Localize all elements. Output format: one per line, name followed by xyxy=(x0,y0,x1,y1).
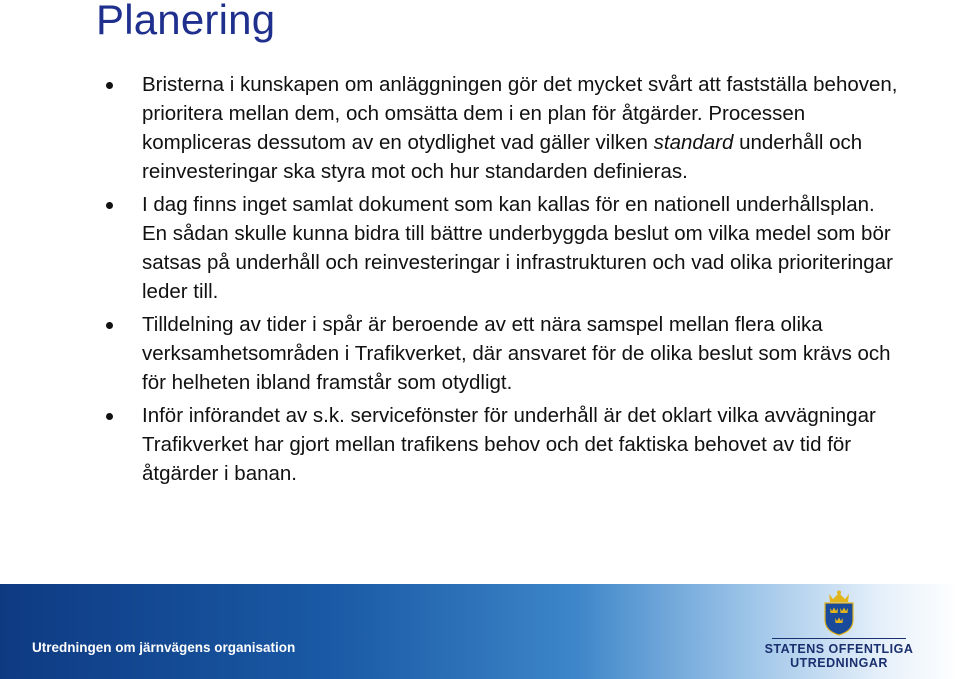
bullet-icon xyxy=(106,82,113,89)
bullet-text: Bristerna i kunskapen om anläggningen gör det mycket svårt att fastställa behoven, prioritera mellan dem, och omsätta dem i en plan för åtgärder. Processen kompliceras dessutom av en otydlighet vad gäller vilken standard underhåll och reinvesteringar ska styra mot och hur standarden definieras. xyxy=(142,73,898,183)
bullet-text: Tilldelning av tider i spår är beroende av ett nära samspel mellan flera olika verksamhetsområden i Trafikverket, där ansvaret för de olika beslut som krävs och för helheten ibland framstår som otydligt. xyxy=(142,313,891,394)
logo-text-line2: UTREDNINGAR xyxy=(790,656,888,670)
bullet-list xyxy=(0,70,959,492)
emphasized-word: standard xyxy=(653,131,734,154)
logo-text-line1: STATENS OFFENTLIGA xyxy=(764,642,914,656)
bullet-item xyxy=(0,310,959,397)
sou-logo xyxy=(764,590,914,676)
bullet-icon xyxy=(106,413,113,420)
bullet-item xyxy=(0,70,959,186)
bullet-text: I dag finns inget samlat dokument som kan kallas för en nationell underhållsplan. En sådan skulle kunna bidra till bättre underbyggda beslut om vilka medel som bör satsas på underhåll och reinvesteringar i infrastrukturen och vad olika prioriteringar leder till. xyxy=(142,193,893,303)
bullet-icon xyxy=(106,202,113,209)
three-crowns-icon xyxy=(821,590,857,636)
footer-text: Utredningen om järnvägens organisation xyxy=(32,640,296,655)
bullet-text: Inför införandet av s.k. servicefönster för underhåll är det oklart vilka avvägningar Trafikverket har gjort mellan trafikens behov och det faktiska behovet av tid för åtgärder i banan. xyxy=(142,404,876,485)
bullet-item xyxy=(0,190,959,306)
slide-title: Planering xyxy=(96,0,276,43)
logo-divider xyxy=(772,638,906,639)
bullet-icon xyxy=(106,322,113,329)
bullet-item xyxy=(0,401,959,488)
